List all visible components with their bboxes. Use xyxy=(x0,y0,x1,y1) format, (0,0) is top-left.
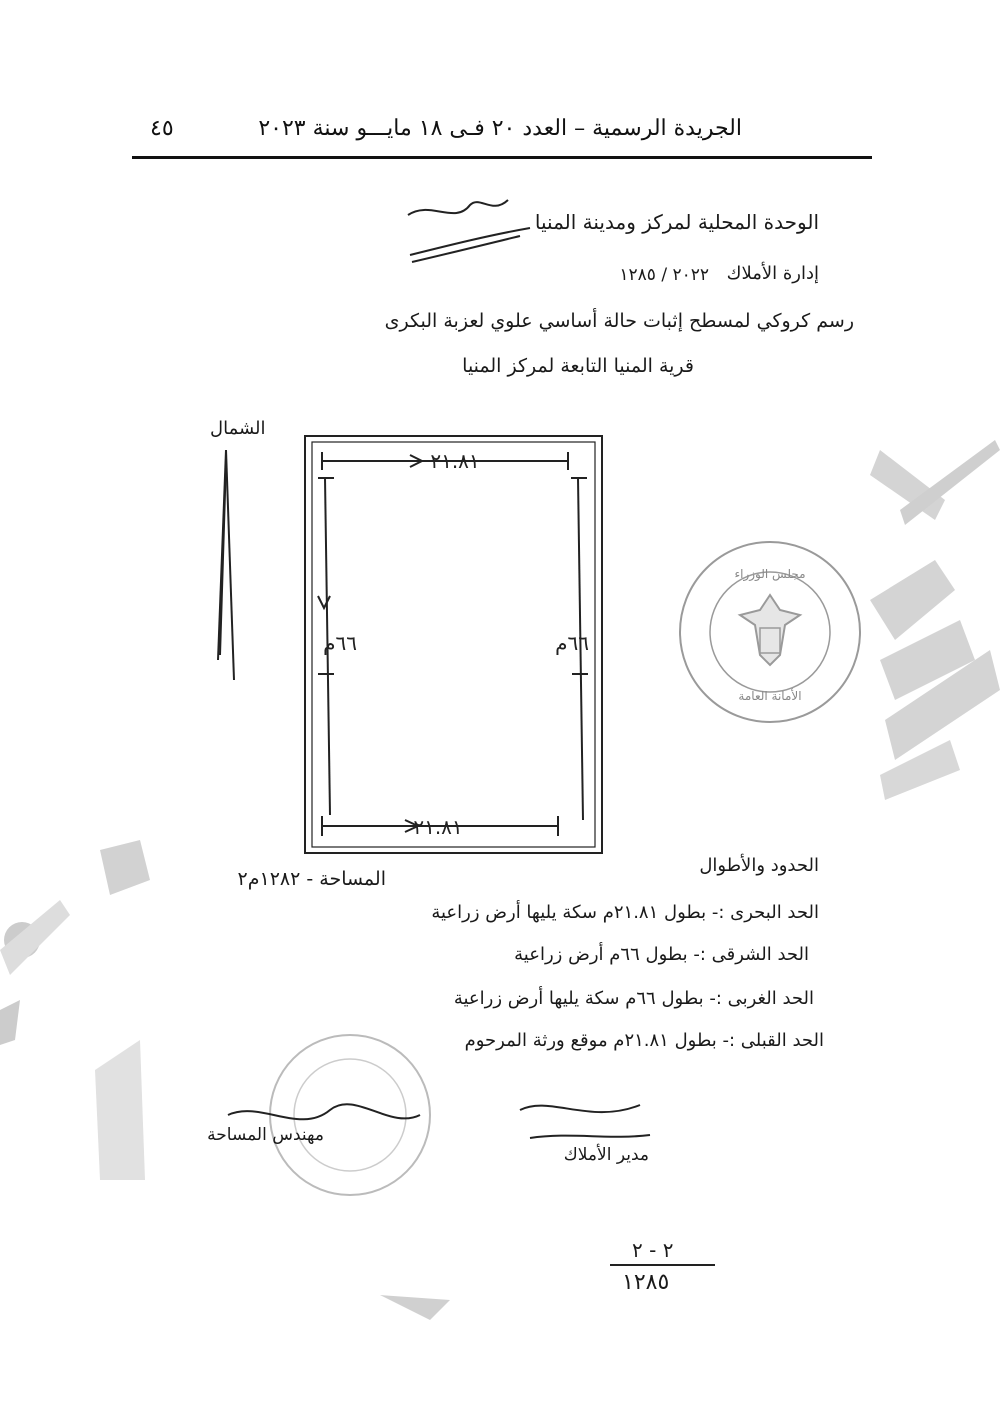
north-label: الشمال xyxy=(210,418,266,439)
boundary-south: الحد القبلى :- بطول ٢١.٨١م موقع ورثة المرحوم xyxy=(464,1030,824,1051)
reference-number: ٢٠٢٢ / ١٢٨٥ xyxy=(619,265,709,285)
boundary-west: الحد الغربى :- بطول ٦٦م سكة يليها أرض زراعية xyxy=(453,988,814,1009)
stamp-text-top: مجلس الوزراء xyxy=(734,567,806,581)
dim-left-label: ٦٦م xyxy=(323,631,357,655)
footer-fraction-top: ٢ - ٢ xyxy=(632,1238,674,1262)
dim-bottom-label: ٢١.٨١ xyxy=(413,815,463,839)
stamp-text-bottom: الأمانة العامة xyxy=(738,689,802,703)
page-number: ٤٥ xyxy=(150,116,174,141)
dim-top-label: ٢١.٨١ xyxy=(430,449,480,473)
footer-fraction-bottom: ١٢٨٥ xyxy=(622,1270,670,1295)
title-line-1: رسم كروكي لمسطح إثبات حالة أساسي علوي لعزبة البكرى xyxy=(384,310,854,332)
publication-title: الجريدة الرسمية – العدد ٢٠ فـى ١٨ مايـــو سنة ٢٠٢٣ xyxy=(258,116,742,141)
watermark-graphic xyxy=(0,440,1000,1320)
area-label: المساحة - ١٢٨٢م٢ xyxy=(237,868,386,890)
title-line-2: قرية المنيا التابعة لمركز المنيا xyxy=(462,355,694,377)
signer-left: مهندس المساحة xyxy=(207,1125,324,1145)
north-arrow xyxy=(218,450,234,680)
boundary-north: الحد البحرى :- بطول ٢١.٨١م سكة يليها أرض زراعية xyxy=(431,902,819,923)
signer-right: مدير الأملاك xyxy=(563,1145,649,1165)
boundaries-heading: الحدود والأطوال xyxy=(699,855,819,876)
department-name: إدارة الأملاك xyxy=(726,263,819,284)
unit-name: الوحدة المحلية لمركز ومدينة المنيا xyxy=(534,210,819,234)
dim-right-label: ٦٦م xyxy=(555,631,589,655)
boundary-east: الحد الشرقى :- بطول ٦٦م أرض زراعية xyxy=(514,944,809,965)
